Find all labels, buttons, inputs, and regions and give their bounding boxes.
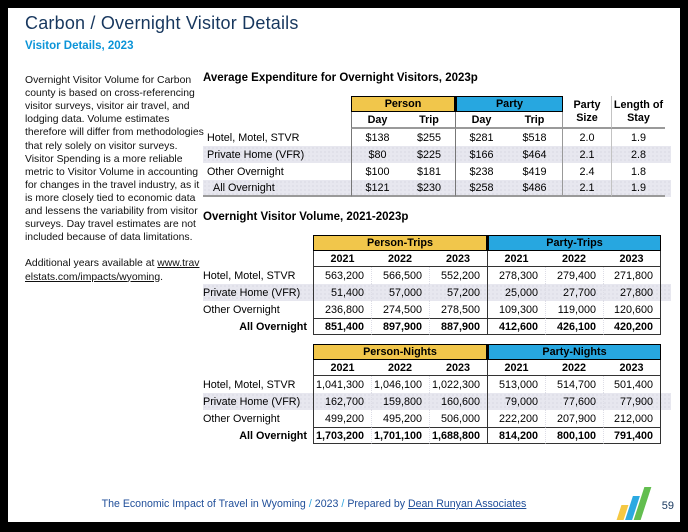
year-header: 2023 [429, 251, 487, 267]
table-cell: 162,700 [313, 393, 371, 410]
row-label: All Overnight [239, 320, 307, 333]
party-group-header: Party [455, 96, 563, 112]
methodology-paragraph: Overnight Visitor Volume for Carbon county is based on cross-referencing visitor surveys, visitor air travel, and lodging data. Volume estimates therefore will differ from methodologies that rely solely on visitor surveys. Visitor Spending is a more reliable metric to Visitor Volume in accounting for changes in the travel industry, as it is more closely tied to economic data and lessens the variability from visitor surveys. Day travel estimates are not included because of data limitations. [25, 75, 204, 244]
table-cell: 1,703,200 [313, 427, 371, 444]
footer-separator: / [308, 498, 312, 510]
year-header: 2022 [545, 251, 603, 267]
table-cell: 499,200 [313, 410, 371, 427]
row-label: Hotel, Motel, STVR [203, 269, 296, 282]
page-title: Carbon / Overnight Visitor Details [25, 13, 299, 33]
year-header: 2021 [487, 251, 545, 267]
visitor-volume-nights-table [203, 344, 671, 444]
row-label: Private Home (VFR) [203, 395, 301, 408]
table-cell: 278,500 [429, 301, 487, 318]
year-header: 2023 [429, 360, 487, 376]
table-cell: $486 [507, 180, 563, 197]
trips-table-header [203, 235, 671, 267]
expenditure-table [203, 96, 671, 197]
table-cell: $166 [455, 146, 507, 163]
expenditure-table-title: Average Expenditure for Overnight Visitors, 2023p [203, 72, 478, 84]
main-content [203, 72, 671, 444]
row-label: Private Home (VFR) [203, 286, 301, 299]
table-row [203, 267, 671, 284]
table-cell: 887,900 [429, 318, 487, 335]
volume-section-title: Overnight Visitor Volume, 2021-2023p [203, 211, 409, 223]
table-row [203, 284, 671, 301]
column-header: Day [351, 112, 403, 129]
year-header: 2022 [371, 251, 429, 267]
year-header: 2022 [371, 360, 429, 376]
table-cell: 25,000 [487, 284, 545, 301]
person-group-header: Person [351, 96, 455, 112]
table-cell: 513,000 [487, 376, 545, 393]
table-cell: 2.1 [579, 148, 595, 161]
table-total-row [203, 318, 671, 335]
table-cell: 1.9 [611, 129, 665, 146]
additional-years-prefix: Additional years available at [25, 258, 158, 270]
table-cell: 552,200 [429, 267, 487, 284]
column-header: Trip [403, 112, 455, 129]
table-cell: 1,041,300 [313, 376, 371, 393]
year-header: 2021 [313, 360, 371, 376]
table-cell: 420,200 [603, 318, 661, 335]
table-cell: $419 [507, 163, 563, 180]
travelstats-link[interactable]: www.travelstats.com/impacts/wyoming [25, 258, 200, 283]
page-number: 59 [661, 500, 674, 512]
footer-separator: / [341, 498, 345, 510]
additional-years-note [25, 257, 205, 283]
header-spacer [203, 235, 313, 251]
sidebar-note [25, 74, 205, 284]
table-cell: 426,100 [545, 318, 603, 335]
table-cell: 791,400 [603, 427, 661, 444]
slide [8, 8, 680, 522]
table-cell: 1,701,100 [371, 427, 429, 444]
party-trips-group-header: Party-Trips [487, 235, 661, 251]
header-spacer [203, 344, 313, 360]
table-cell: 851,400 [313, 318, 371, 335]
table-cell: 412,600 [487, 318, 545, 335]
table-cell: 278,300 [487, 267, 545, 284]
table-cell: 27,700 [545, 284, 603, 301]
table-cell: 236,800 [313, 301, 371, 318]
table-row [203, 301, 671, 318]
footer-prepared-by: Prepared by [347, 498, 408, 510]
party-nights-group-header: Party-Nights [487, 344, 661, 360]
row-label: Other Overnight [203, 412, 280, 425]
table-cell: 1,046,100 [371, 376, 429, 393]
table-cell: 77,900 [603, 393, 661, 410]
table-cell: 814,200 [487, 427, 545, 444]
table-cell: 77,600 [545, 393, 603, 410]
year-header: 2022 [545, 360, 603, 376]
year-header: 2023 [603, 360, 661, 376]
footer-credit [8, 498, 620, 510]
table-cell: $238 [455, 163, 507, 180]
table-cell: 119,000 [545, 301, 603, 318]
person-trips-group-header: Person-Trips [313, 235, 487, 251]
table-cell: $225 [416, 148, 442, 161]
table-cell: $100 [351, 163, 403, 180]
table-cell: 1.8 [611, 163, 665, 180]
table-cell: 27,800 [603, 284, 661, 301]
header-spacer [203, 251, 313, 267]
year-header: 2023 [603, 251, 661, 267]
table-cell: 120,600 [603, 301, 661, 318]
row-label: Hotel, Motel, STVR [207, 131, 300, 144]
header-middle [351, 96, 563, 129]
person-nights-group-header: Person-Nights [313, 344, 487, 360]
length-of-stay-header: Length of Stay [611, 96, 665, 129]
table-cell: 109,300 [487, 301, 545, 318]
table-cell: 1,688,800 [429, 427, 487, 444]
row-label: Other Overnight [207, 165, 284, 178]
table-cell: 2.8 [611, 146, 665, 163]
column-header: Trip [507, 112, 563, 129]
table-cell: 207,900 [545, 410, 603, 427]
header-spacer [203, 360, 313, 376]
table-cell: 897,900 [371, 318, 429, 335]
table-cell: $518 [507, 129, 563, 146]
table-cell: $464 [507, 146, 563, 163]
table-cell: 514,700 [545, 376, 603, 393]
table-cell: 271,800 [603, 267, 661, 284]
table-cell: 495,200 [371, 410, 429, 427]
table-cell: 566,500 [371, 267, 429, 284]
table-total-row [203, 427, 671, 444]
footer-report-title: The Economic Impact of Travel in Wyoming [101, 498, 306, 510]
table-cell: 1,022,300 [429, 376, 487, 393]
table-cell: 79,000 [487, 393, 545, 410]
row-label: Hotel, Motel, STVR [203, 378, 296, 391]
page-subtitle: Visitor Details, 2023 [25, 40, 134, 52]
table-cell: 501,400 [603, 376, 661, 393]
table-cell: $181 [416, 165, 442, 178]
party-size-header: Party Size [563, 96, 611, 129]
table-row [203, 410, 671, 427]
table-cell: 2.4 [579, 165, 595, 178]
footer-year: 2023 [314, 498, 339, 510]
additional-years-suffix: . [160, 271, 164, 283]
table-row [203, 393, 671, 410]
table-cell: $80 [351, 146, 403, 163]
row-label: All Overnight [239, 429, 307, 442]
year-header: 2021 [313, 251, 371, 267]
table-cell: 51,400 [313, 284, 371, 301]
table-cell: 57,000 [371, 284, 429, 301]
table-cell: $230 [403, 180, 455, 197]
visitor-volume-trips-table [203, 235, 671, 335]
table-cell: 506,000 [429, 410, 487, 427]
table-cell: $255 [416, 131, 442, 144]
row-label: All Overnight [203, 180, 351, 197]
table-cell: $121 [351, 180, 403, 197]
table-cell: 2.1 [563, 180, 611, 197]
table-cell: 274,500 [371, 301, 429, 318]
table-cell: 160,600 [429, 393, 487, 410]
table-cell: $258 [455, 180, 507, 197]
dean-runyan-logo-icon [618, 486, 654, 522]
table-cell: 222,200 [487, 410, 545, 427]
table-row [203, 163, 671, 180]
table-row [203, 376, 671, 393]
table-cell: 1.9 [611, 180, 665, 197]
table-row [203, 146, 671, 163]
table-cell: 800,100 [545, 427, 603, 444]
table-cell: 563,200 [313, 267, 371, 284]
table-row [203, 129, 671, 146]
table-cell: 212,000 [603, 410, 661, 427]
column-header: Day [455, 112, 507, 129]
expenditure-table-header [203, 96, 671, 129]
header-spacer [203, 96, 351, 129]
nights-table-header [203, 344, 671, 376]
year-header: 2021 [487, 360, 545, 376]
row-label: Private Home (VFR) [207, 148, 305, 161]
table-cell: $281 [455, 129, 507, 146]
table-row [203, 180, 671, 197]
row-label: Other Overnight [203, 303, 280, 316]
table-cell: $138 [351, 129, 403, 146]
table-cell: 159,800 [371, 393, 429, 410]
dean-runyan-link[interactable]: Dean Runyan Associates [407, 498, 527, 510]
table-cell: 279,400 [545, 267, 603, 284]
table-cell: 2.0 [579, 131, 595, 144]
table-cell: 57,200 [429, 284, 487, 301]
